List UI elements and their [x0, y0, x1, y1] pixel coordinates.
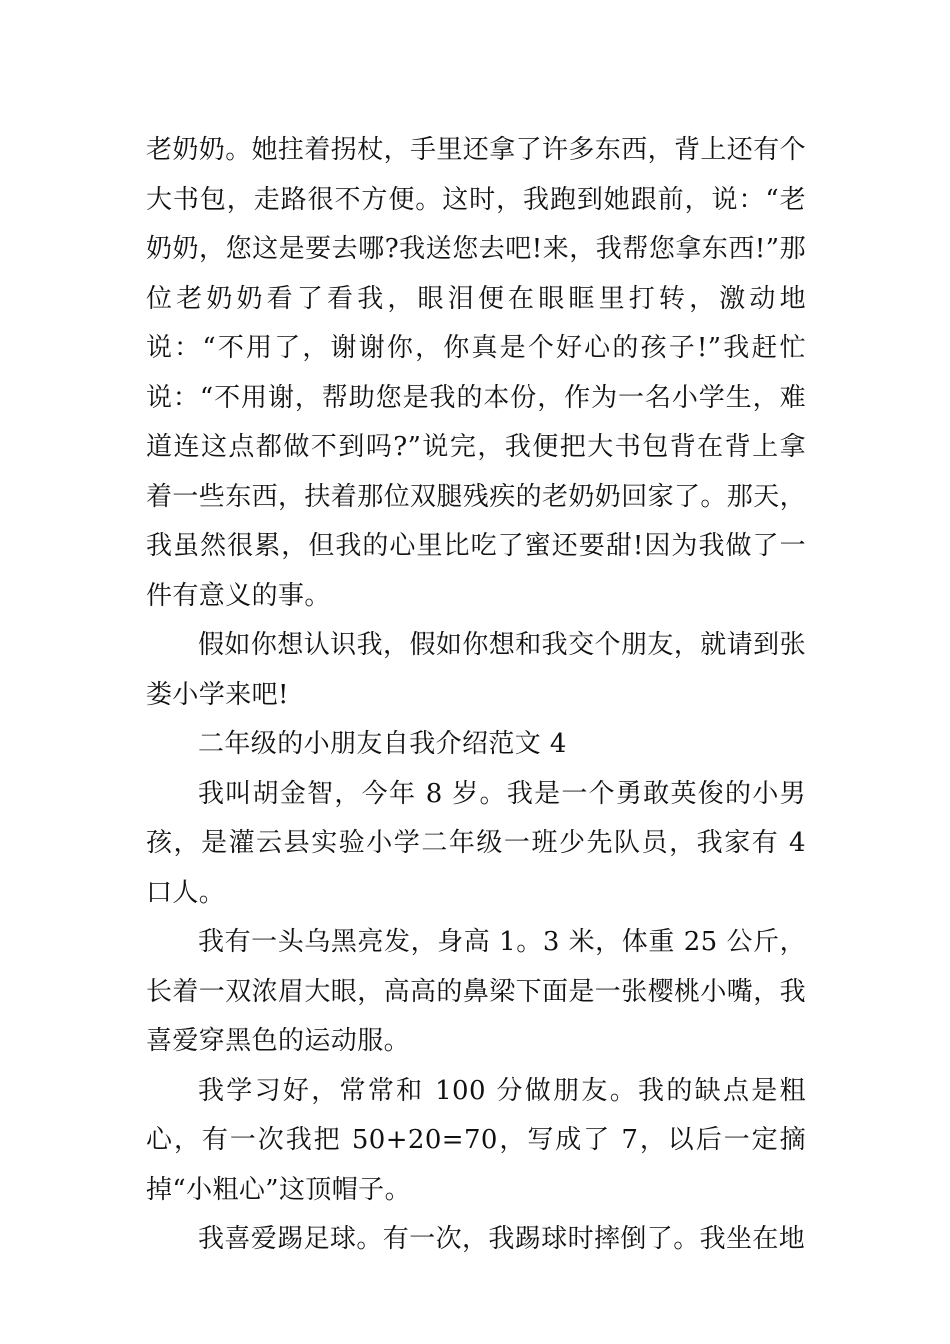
document-body: [146, 126, 806, 1265]
paragraph-introduction: 我叫胡金智，今年 8 岁。我是一个勇敢英俊的小男孩，是灌云县实验小学二年级一班少先队员，我家有 4 口人。: [146, 778, 806, 908]
paragraph-study: 我学习好，常常和 100 分做朋友。我的缺点是粗心，有一次我把 50+20=70，写成了 7，以后一定摘掉“小粗心”这顶帽子。: [146, 1075, 806, 1205]
section-heading: 二年级的小朋友自我介绍范文 4: [198, 729, 567, 759]
paragraph-invitation: 假如你想认识我，假如你想和我交个朋友，就请到张娄小学来吧!: [146, 630, 806, 710]
paragraph-football: 我喜爱踢足球。有一次，我踢球时摔倒了。我坐在地: [198, 1224, 806, 1254]
paragraph-appearance: 我有一头乌黑亮发，身高 1。3 米，体重 25 公斤，长着一双浓眉大眼，高高的鼻梁下面是一张樱桃小嘴，我喜爱穿黑色的运动服。: [146, 927, 807, 1056]
paragraph-story-continuation: 老奶奶。她拄着拐杖，手里还拿了许多东西，背上还有个大书包，走路很不方便。这时，我跑到她跟前，说：“老奶奶，您这是要去哪?我送您去吧!来，我帮您拿东西!”那位老奶奶看了看我，眼泪便在眼眶里打转，激动地说：“不用了，谢谢你，你真是个好心的孩子!”我赶忙说：“不用谢，帮助您是我的本份，作为一名小学生，难道连这点都做不到吗?”说完，我便把大书包背在背上拿着一些东西，扶着那位双腿残疾的老奶奶回家了。那天，我虽然很累，但我的心里比吃了蜜还要甜!因为我做了一件有意义的事。: [146, 135, 807, 611]
